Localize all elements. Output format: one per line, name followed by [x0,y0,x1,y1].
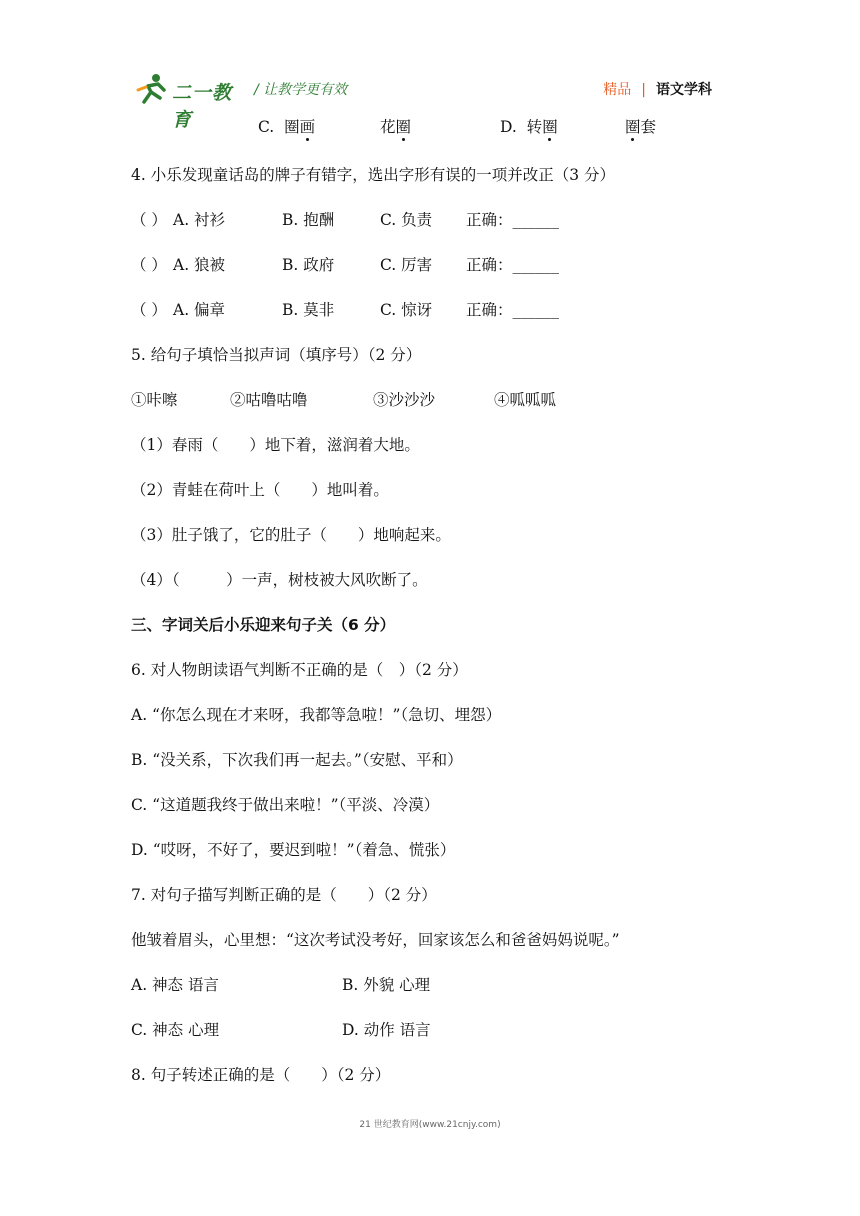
dotted-char: 圈 [395,118,412,136]
q5-title: 5. 给句子填恰当拟声词（填序号）（2 分） [131,346,422,364]
q7-option: A. 神态 语言 [131,976,219,994]
option-label: D. [500,118,517,136]
option-c: C. 负责 [380,211,433,229]
onomatopoeia-option: ①咔嚓 [131,391,178,409]
q7-sentence: 他皱着眉头，心里想：“这次考试没考好，回家该怎么和爸爸妈妈说呢。” [131,931,620,949]
q5-item: （2）青蛙在荷叶上（ ）地叫着。 [131,481,389,499]
option-a: A. 偏章 [173,301,226,319]
q6-option: B. “没关系，下次我们再一起去。”（安慰、平和） [131,751,463,769]
slogan: / 让教学更有效 [254,82,348,98]
q6-option: C. “这道题我终于做出来啦！”（平淡、冷漠） [131,796,440,814]
q4-title: 4. 小乐发现童话岛的牌子有错字，选出字形有误的一项并改正（3 分） [131,166,616,184]
dotted-char: 圈 [542,118,558,136]
correction-field[interactable]: 正确：______ [466,211,560,229]
q5-item: （4）（ ）一声，树枝被大风吹断了。 [131,571,428,589]
onomatopoeia-option: ③沙沙沙 [373,391,436,409]
q6-option: A. “你怎么现在才来呀，我都等急啦！”（急切、埋怨） [131,706,502,724]
option-b: B. 政府 [282,256,335,274]
page-footer: 21 世纪教育网(www.21cnjy.com) [359,1120,501,1130]
onomatopoeia-option: ④呱呱呱 [494,391,557,409]
q3-option-d2 [625,115,656,137]
subject-label: 语文学科 [656,82,712,98]
q7-option: D. 动作 语言 [342,1021,431,1039]
option-a: A. 狼被 [173,256,226,274]
option-b: B. 抱酬 [282,211,335,229]
char: 转 [526,118,543,136]
option-a: A. 衬衫 [173,211,226,229]
q7-option: C. 神态 心理 [131,1021,220,1039]
runner-logo-icon [136,72,170,106]
q7-option: B. 外貌 心理 [342,976,431,994]
onomatopoeia-option: ②咕噜咕噜 [230,391,308,409]
q7-title: 7. 对句子描写判断正确的是（ ）（2 分） [131,886,437,904]
option-b: B. 莫非 [282,301,335,319]
option-c: C. 厉害 [380,256,433,274]
logo-text: 二一教育 [172,82,233,131]
char: 套 [640,118,657,136]
answer-blank[interactable]: （ ） [131,211,167,229]
char: 花 [380,118,396,136]
dotted-char: 圈 [625,118,641,136]
q5-item: （1）春雨（ ）地下着，滋润着大地。 [131,436,420,454]
option-c: C. 惊讶 [380,301,433,319]
q6-title: 6. 对人物朗读语气判断不正确的是（ ）（2 分） [131,661,468,679]
char: 圈 [284,118,300,136]
quality-tag: 精品 [603,82,632,98]
q3-option-c2 [380,115,411,137]
q6-option: D. “哎呀，不好了，要迟到啦！”（着急、慌张） [131,841,456,859]
answer-blank[interactable]: （ ） [131,256,167,274]
answer-blank[interactable]: （ ） [131,301,167,319]
logo [136,72,246,131]
q3-option-c [258,115,315,137]
header-right [603,79,712,99]
option-label: C. [258,118,275,136]
section-heading: 三、字词关后小乐迎来句子关（6 分） [131,616,396,634]
correction-field[interactable]: 正确：______ [466,256,560,274]
q3-option-d [500,115,558,137]
header-separator: | [641,82,646,98]
q8-title: 8. 句子转述正确的是（ ）（2 分） [131,1066,391,1084]
dotted-char: 画 [299,118,316,136]
correction-field[interactable]: 正确：______ [466,301,560,319]
page-header [0,0,860,131]
q5-item: （3）肚子饿了，它的肚子（ ）地响起来。 [131,526,451,544]
